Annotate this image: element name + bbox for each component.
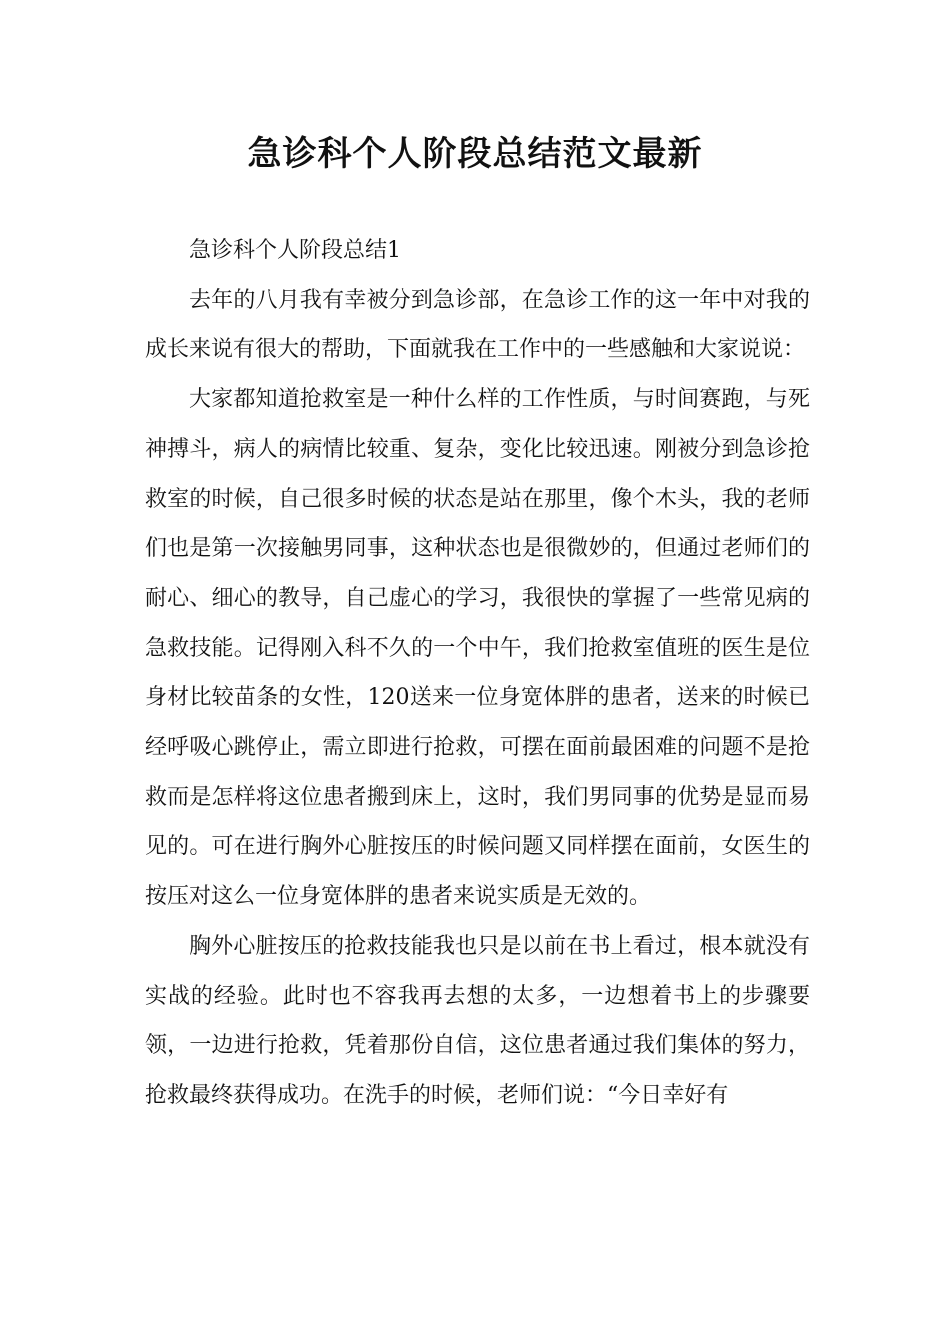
paragraph-intro: 去年的八月我有幸被分到急诊部，在急诊工作的这一年中对我的成长来说有很大的帮助，下面就我在工作中的一些感触和大家说说： [145,287,810,363]
section-heading: 急诊科个人阶段总结1 [189,238,401,263]
paragraph-rescue-room: 大家都知道抢救室是一种什么样的工作性质，与时间赛跑，与死神搏斗，病人的病情比较重、复杂，变化比较迅速。刚被分到急诊抢救室的时候，自己很多时候的状态是站在那里，像个木头，我的老师们也是第一次接触男同事，这种状态也是很微妙的，但通过老师们的耐心、细心的教导，自己虚心的学习，我很快的掌握了一些常见病的急救技能。记得刚入科不久的一个中午，我们抢救室值班的医生是位身材比较苗条的女性，120送来一位身宽体胖的患者，送来的时候已经呼吸心跳停止，需立即进行抢救，可摆在面前最困难的问题不是抢救而是怎样将这位患者搬到床上，这时，我们男同事的优势是显而易见的。可在进行胸外心脏按压的时候问题又同样摆在面前，女医生的按压对这么一位身宽体胖的患者来说实质是无效的。 [145,387,810,910]
document-body [145,226,810,1121]
document-title: 急诊科个人阶段总结范文最新 [247,134,703,174]
paragraph-cpr: 胸外心脏按压的抢救技能我也只是以前在书上看过，根本就没有实战的经验。此时也不容我再去想的太多，一边想着书上的步骤要领，一边进行抢救，凭着那份自信，这位患者通过我们集体的努力，抢救最终获得成功。在洗手的时候，老师们说：“今日幸好有 [145,933,810,1108]
